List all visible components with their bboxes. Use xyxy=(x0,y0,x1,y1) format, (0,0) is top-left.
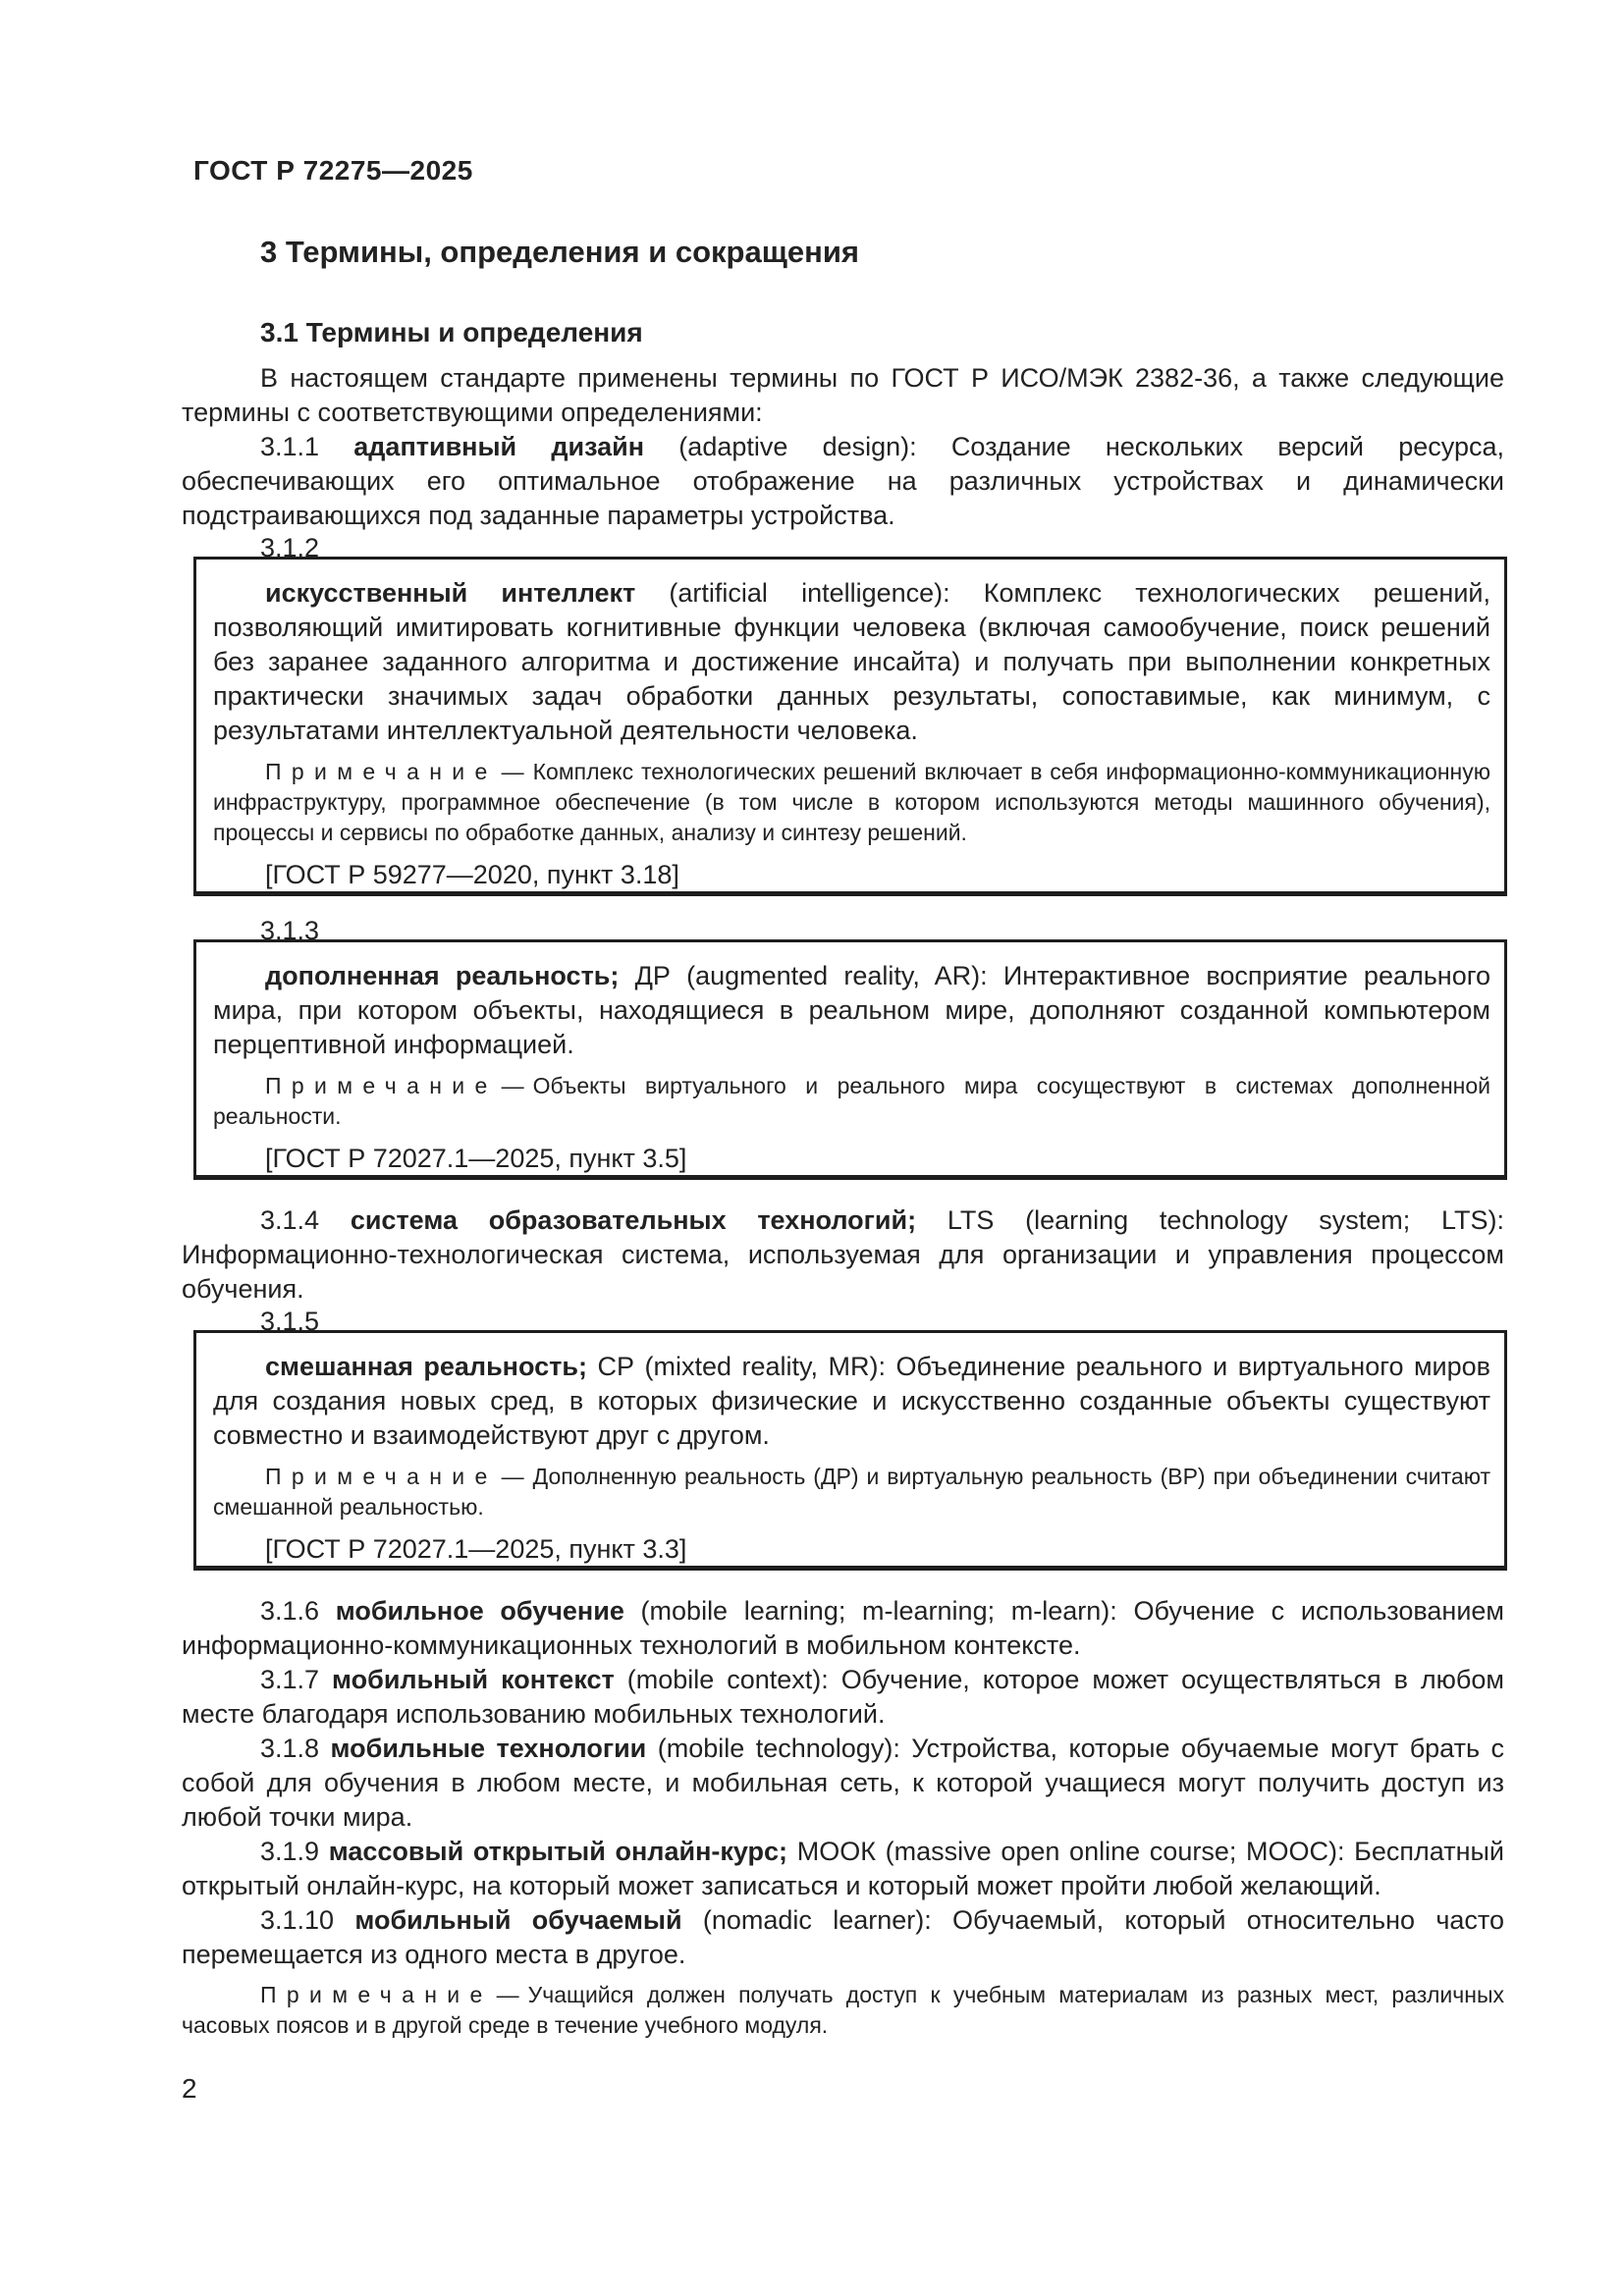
term-definition: (mobile learning; m-learning; m-learn): Обучение с использованием информационно-коммуникационных технологий в мобильном контексте. xyxy=(182,1596,1504,1660)
term-name: смешанная реальность; xyxy=(265,1352,587,1381)
term-name: мобильный контекст xyxy=(332,1665,615,1694)
term-entry-3-1-8 xyxy=(182,1732,1504,1835)
running-header: ГОСТ Р 72275—2025 xyxy=(193,155,473,186)
note-3-1-10 xyxy=(182,1980,1504,2041)
source-reference: [ГОСТ Р 72027.1—2025, пункт 3.5] xyxy=(265,1144,687,1173)
term-name: система образовательных технологий; xyxy=(350,1205,917,1235)
note-dash: — xyxy=(501,1073,524,1098)
note-3-1-5 xyxy=(213,1462,1490,1522)
term-number: 3.1.7 xyxy=(260,1665,320,1694)
term-definition: (artificial intelligence): Комплекс технологических решений, позволяющий имитировать когнитивные функции человека (включая самообучение, поиск решений без заранее заданного алгоритма и достижение инсайта) и получать при выполнении конкретных практически значимых задач обработки данных результаты, сопоставимые, как минимум, с результатами интеллектуальной деятельности человека. xyxy=(213,578,1490,745)
term-name: мобильные технологии xyxy=(330,1734,647,1763)
subsection-title: 3.1 Термины и определения xyxy=(260,317,643,347)
term-number: 3.1.4 xyxy=(260,1205,320,1235)
term-definition: (adaptive design): Создание нескольких версий ресурса, обеспечивающих его оптимальное отображение на различных устройствах и динамически подстраивающихся под заданные параметры устройства. xyxy=(182,432,1504,530)
note-label: Примечание xyxy=(265,1464,498,1489)
intro-paragraph xyxy=(182,361,1504,430)
note-text: Дополненную реальность (ДР) и виртуальную реальность (ВР) при объединении считают смешанной реальностью. xyxy=(213,1464,1490,1520)
term-definition: МООК (massive open online course; MOOC): Бесплатный открытый онлайн-курс, на который может записаться и который может пройти любой желающий. xyxy=(182,1837,1504,1900)
term-definition: (mobile technology): Устройства, которые обучаемые могут брать с собой для обучения в любом месте, и мобильная сеть, к которой учащиеся могут получить доступ из любой точки мира. xyxy=(182,1734,1504,1832)
term-number-3-1-5: 3.1.5 xyxy=(260,1307,320,1336)
note-text: Объекты виртуального и реального мира сосуществуют в системах дополненной реальности. xyxy=(213,1073,1490,1129)
note-dash: — xyxy=(501,759,524,784)
term-number-3-1-3: 3.1.3 xyxy=(260,916,320,945)
term-box-3-1-2 xyxy=(193,557,1507,896)
term-number: 3.1.8 xyxy=(260,1734,320,1763)
term-definition: СР (mixted reality, MR): Объединение реального и виртуального миров для создания новых сред, в которых физические и искусственно созданные объекты существуют совместно и взаимодействуют друг с другом. xyxy=(213,1352,1490,1450)
term-entry-3-1-3 xyxy=(213,959,1490,1062)
note-label: Примечание xyxy=(265,759,498,784)
term-entry-3-1-9 xyxy=(182,1835,1504,1903)
term-name: дополненная реальность; xyxy=(265,961,620,990)
page-number: 2 xyxy=(182,2073,197,2104)
section-title: 3 Термины, определения и сокращения xyxy=(260,235,859,269)
term-box-3-1-5 xyxy=(193,1330,1507,1571)
term-name: мобильный обучаемый xyxy=(354,1905,682,1935)
term-number: 3.1.1 xyxy=(260,432,320,461)
term-name: мобильное обучение xyxy=(335,1596,624,1626)
note-dash: — xyxy=(496,1982,519,2007)
term-definition: ДР (augmented reality, AR): Интерактивное восприятие реального мира, при котором объекты, находящиеся в реальном мире, дополняют созданной компьютером перцептивной информацией. xyxy=(213,961,1490,1059)
note-3-1-3 xyxy=(213,1071,1490,1132)
term-name: искусственный интеллект xyxy=(265,578,636,608)
note-label: Примечание xyxy=(260,1982,493,2007)
term-entry-3-1-1 xyxy=(182,430,1504,533)
intro-text: В настоящем стандарте применены термины по ГОСТ Р ИСО/МЭК 2382-36, а также следующие термины с соответствующими определениями: xyxy=(182,363,1504,427)
term-entry-3-1-6 xyxy=(182,1594,1504,1663)
note-text: Учащийся должен получать доступ к учебным материалам из разных мест, различных часовых поясов и в другой среде в течение учебного модуля. xyxy=(182,1982,1504,2038)
term-entry-3-1-5 xyxy=(213,1350,1490,1453)
note-3-1-2 xyxy=(213,757,1490,848)
term-definition: (nomadic learner): Обучаемый, который относительно часто перемещается из одного места в другое. xyxy=(182,1905,1504,1969)
term-number-3-1-2: 3.1.2 xyxy=(260,533,320,562)
term-number: 3.1.9 xyxy=(260,1837,320,1866)
term-name: адаптивный дизайн xyxy=(353,432,645,461)
note-text: Комплекс технологических решений включает в себя информационно-коммуникационную инфраструктуру, программное обеспечение (в том числе в котором используются методы машинного обучения), процессы и сервисы по обработке данных, анализу и синтезу решений. xyxy=(213,759,1490,845)
term-entry-3-1-4 xyxy=(182,1203,1504,1307)
term-definition: (mobile context): Обучение, которое может осуществляться в любом месте благодаря использованию мобильных технологий. xyxy=(182,1665,1504,1729)
note-label: Примечание xyxy=(265,1073,498,1098)
source-reference: [ГОСТ Р 59277—2020, пункт 3.18] xyxy=(265,860,679,889)
term-name: массовый открытый онлайн-курс; xyxy=(328,1837,788,1866)
term-number: 3.1.6 xyxy=(260,1596,320,1626)
note-dash: — xyxy=(501,1464,524,1489)
term-entry-3-1-7 xyxy=(182,1663,1504,1732)
term-entry-3-1-10 xyxy=(182,1903,1504,1972)
term-entry-3-1-2 xyxy=(213,576,1490,748)
term-number: 3.1.10 xyxy=(260,1905,335,1935)
source-reference: [ГОСТ Р 72027.1—2025, пункт 3.3] xyxy=(265,1534,687,1564)
term-box-3-1-3 xyxy=(193,939,1507,1180)
term-definition: LTS (learning technology system; LTS): Информационно-технологическая система, используемая для организации и управления процессом обучения. xyxy=(182,1205,1504,1304)
